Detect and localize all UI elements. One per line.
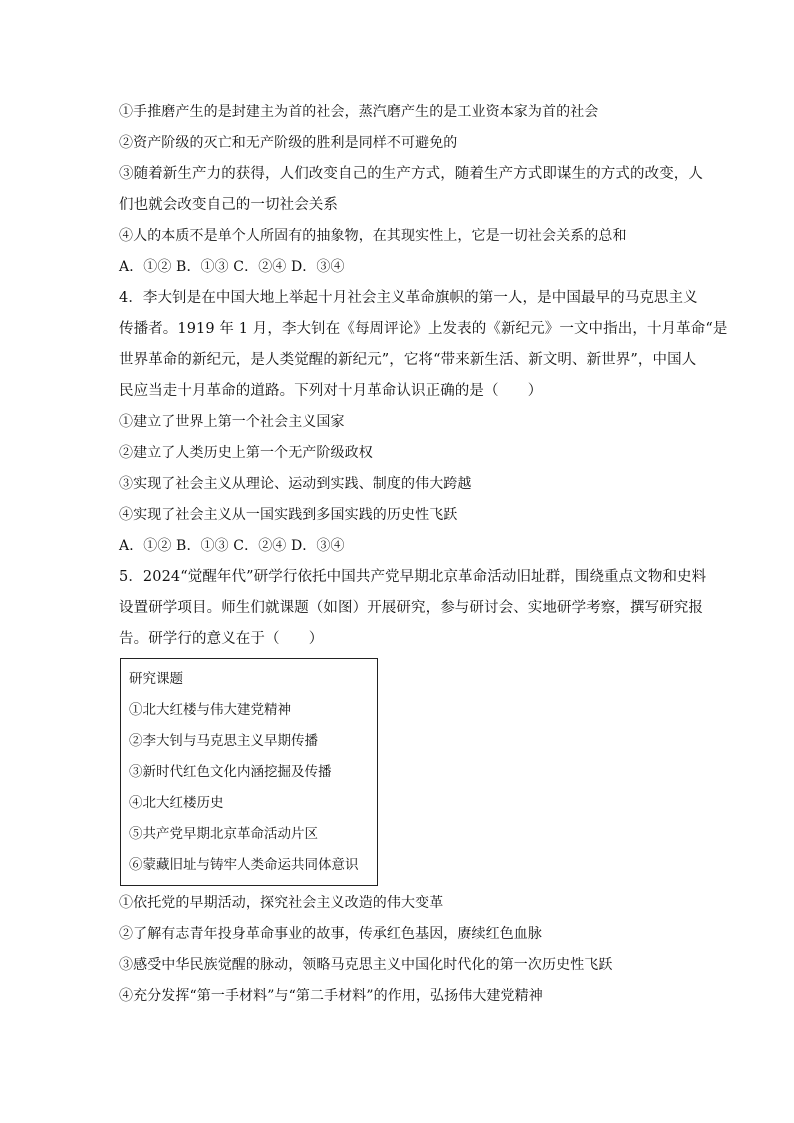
q4-stem-line-2: 传播者。1919 年 1 月，李大钊在《每周评论》上发表的《新纪元》一文中指出，十月革命“是 xyxy=(119,321,728,337)
q4-option-3: ③实现了社会主义从理论、运动到实践、制度的伟大跨越 xyxy=(119,476,472,492)
q4-option-1: ①建立了世界上第一个社会主义国家 xyxy=(119,414,345,430)
research-topics-box xyxy=(120,658,378,886)
research-topics-title: 研究课题 xyxy=(129,671,183,687)
research-topic-5: ⑤共产党早期北京革命活动片区 xyxy=(129,826,318,842)
research-topic-1: ①北大红楼与伟大建党精神 xyxy=(129,702,291,718)
research-topic-2: ②李大钊与马克思主义早期传播 xyxy=(129,733,318,749)
q5-option-4: ④充分发挥“第一手材料”与“第二手材料”的作用，弘扬伟大建党精神 xyxy=(119,988,543,1004)
q5-stem-line-3: 告。研学行的意义在于（ ） xyxy=(119,631,324,647)
q5-option-2: ②了解有志青年投身革命事业的故事，传承红色基因，赓续红色血脉 xyxy=(119,926,542,942)
q4-stem-line-4: 民应当走十月革命的道路。下列对十月革命认识正确的是（ ） xyxy=(119,383,543,399)
research-topic-6: ⑥蒙藏旧址与铸牢人类命运共同体意识 xyxy=(129,857,359,873)
q4-answer-choices: A．①② B．①③ C．②④ D．③④ xyxy=(119,538,345,554)
q3-option-1: ①手推磨产生的是封建主为首的社会，蒸汽磨产生的是工业资本家为首的社会 xyxy=(119,104,599,120)
q4-stem-line-1: 4．李大钊是在中国大地上举起十月社会主义革命旗帜的第一人，是中国最早的马克思主义 xyxy=(119,290,698,306)
q3-option-3: ③随着新生产力的获得，人们改变自己的生产方式，随着生产方式即谋生的方式的改变，人 xyxy=(119,166,703,182)
q3-option-2: ②资产阶级的灭亡和无产阶级的胜利是同样不可避免的 xyxy=(119,135,458,151)
q3-answer-choices: A．①② B．①③ C．②④ D．③④ xyxy=(119,259,345,275)
q4-stem-line-3: 世界革命的新纪元，是人类觉醒的新纪元”，它将“带来新生活、新文明、新世界”，中国人 xyxy=(119,352,697,368)
q5-stem-line-2: 设置研学项目。师生们就课题（如图）开展研究，参与研讨会、实地研学考察，撰写研究报 xyxy=(119,600,703,616)
q5-stem-line-1: 5．2024“觉醒年代”研学行依托中国共产党早期北京革命活动旧址群，围绕重点文物和史料 xyxy=(119,569,707,585)
q3-option-4: ④人的本质不是单个人所固有的抽象物，在其现实性上，它是一切社会关系的总和 xyxy=(119,228,627,244)
q4-option-4: ④实现了社会主义从一国实践到多国实践的历史性飞跃 xyxy=(119,507,458,523)
q5-option-1: ①依托党的早期活动，探究社会主义改造的伟大变革 xyxy=(119,895,444,911)
research-topic-4: ④北大红楼历史 xyxy=(129,795,224,811)
q4-option-2: ②建立了人类历史上第一个无产阶级政权 xyxy=(119,445,373,461)
q5-option-3: ③感受中华民族觉醒的脉动，领略马克思主义中国化时代化的第一次历史性飞跃 xyxy=(119,957,613,973)
q3-option-3-cont: 们也就会改变自己的一切社会关系 xyxy=(119,197,338,213)
research-topic-3: ③新时代红色文化内涵挖掘及传播 xyxy=(129,764,332,780)
